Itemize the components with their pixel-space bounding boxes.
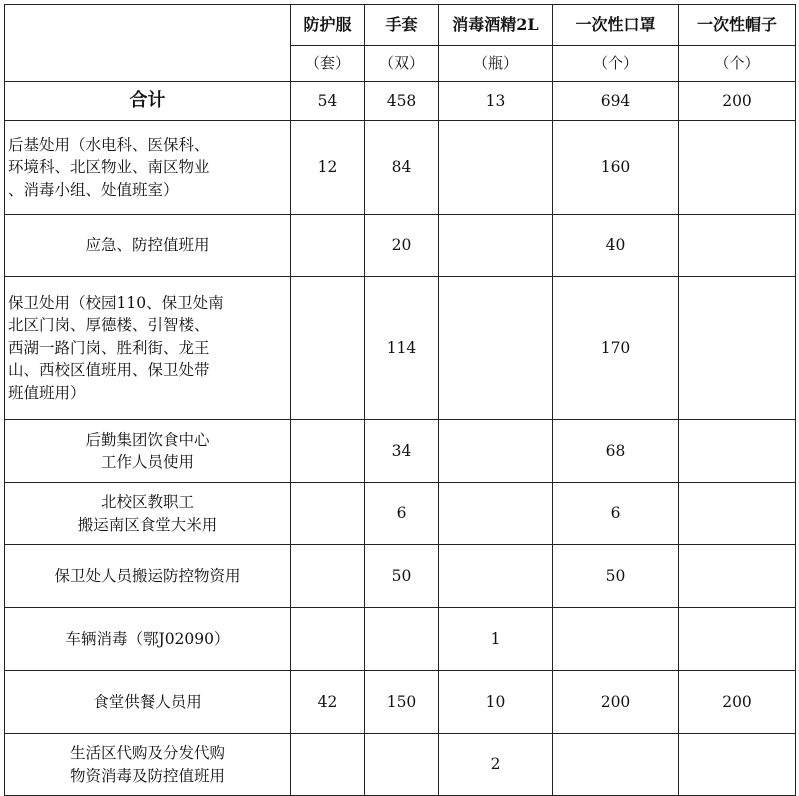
column-header: 一次性口罩 [553, 5, 679, 46]
row-label: 生活区代购及分发代购 物资消毒及防控值班用 [5, 734, 291, 796]
total-value: 13 [439, 82, 553, 121]
table-cell: 84 [365, 121, 439, 215]
table-cell [291, 734, 365, 796]
table-cell [439, 483, 553, 545]
header-row [5, 5, 796, 46]
table-cell: 160 [553, 121, 679, 215]
table-cell: 1 [439, 608, 553, 671]
table-row [5, 608, 796, 671]
row-label: 车辆消毒（鄂J02090） [5, 608, 291, 671]
total-label: 合计 [5, 82, 291, 121]
table-cell: 6 [365, 483, 439, 545]
table-cell [291, 277, 365, 420]
table-cell [553, 608, 679, 671]
row-label: 食堂供餐人员用 [5, 671, 291, 734]
table-cell: 34 [365, 420, 439, 483]
table-cell: 2 [439, 734, 553, 796]
column-unit: （套） [291, 46, 365, 82]
table-row [5, 121, 796, 215]
table-row [5, 277, 796, 420]
row-label: 北校区教职工 搬运南区食堂大米用 [5, 483, 291, 545]
column-unit: （个） [679, 46, 796, 82]
table-cell [679, 734, 796, 796]
table-cell [679, 215, 796, 277]
table-cell [291, 215, 365, 277]
column-header: 手套 [365, 5, 439, 46]
table-cell: 6 [553, 483, 679, 545]
table-cell: 50 [365, 545, 439, 608]
column-header: 一次性帽子 [679, 5, 796, 46]
table-row [5, 215, 796, 277]
table-cell [679, 420, 796, 483]
table-cell [291, 545, 365, 608]
column-unit: （瓶） [439, 46, 553, 82]
table-cell: 68 [553, 420, 679, 483]
table-cell [291, 483, 365, 545]
row-label: 保卫处人员搬运防控物资用 [5, 545, 291, 608]
table-cell: 40 [553, 215, 679, 277]
column-header: 防护服 [291, 5, 365, 46]
table-cell [679, 277, 796, 420]
row-label: 后基处用（水电科、医保科、 环境科、北区物业、南区物业 、消毒小组、处值班室） [5, 121, 291, 215]
table-cell [679, 608, 796, 671]
table-cell [439, 121, 553, 215]
table-cell: 114 [365, 277, 439, 420]
table-cell [365, 734, 439, 796]
table-cell [291, 608, 365, 671]
row-label: 应急、防控值班用 [5, 215, 291, 277]
total-value: 54 [291, 82, 365, 121]
table-cell: 20 [365, 215, 439, 277]
total-row [5, 82, 796, 121]
table-cell [365, 608, 439, 671]
table-cell: 200 [679, 671, 796, 734]
table-cell: 200 [553, 671, 679, 734]
row-label: 保卫处用（校园110、保卫处南 北区门岗、厚德楼、引智楼、 西湖一路门岗、胜利街、龙王 山、西校区值班用、保卫处带 班值班用） [5, 277, 291, 420]
table-cell [439, 545, 553, 608]
table-cell [439, 215, 553, 277]
table-cell: 10 [439, 671, 553, 734]
table-cell: 50 [553, 545, 679, 608]
total-value: 458 [365, 82, 439, 121]
row-label: 后勤集团饮食中心 工作人员使用 [5, 420, 291, 483]
table-cell [291, 420, 365, 483]
table-cell: 170 [553, 277, 679, 420]
column-unit: （个） [553, 46, 679, 82]
table-cell [679, 483, 796, 545]
table-cell [553, 734, 679, 796]
total-value: 694 [553, 82, 679, 121]
table-cell: 42 [291, 671, 365, 734]
table-cell [679, 121, 796, 215]
table-row [5, 545, 796, 608]
total-value: 200 [679, 82, 796, 121]
table-row [5, 671, 796, 734]
table-cell: 150 [365, 671, 439, 734]
table-cell [439, 277, 553, 420]
table-cell [439, 420, 553, 483]
table-cell [679, 545, 796, 608]
corner-cell [5, 5, 291, 82]
table-row [5, 483, 796, 545]
column-unit: （双） [365, 46, 439, 82]
table-row [5, 420, 796, 483]
table-cell: 12 [291, 121, 365, 215]
supplies-distribution-table [4, 4, 796, 796]
column-header: 消毒酒精2L [439, 5, 553, 46]
table-row [5, 734, 796, 796]
